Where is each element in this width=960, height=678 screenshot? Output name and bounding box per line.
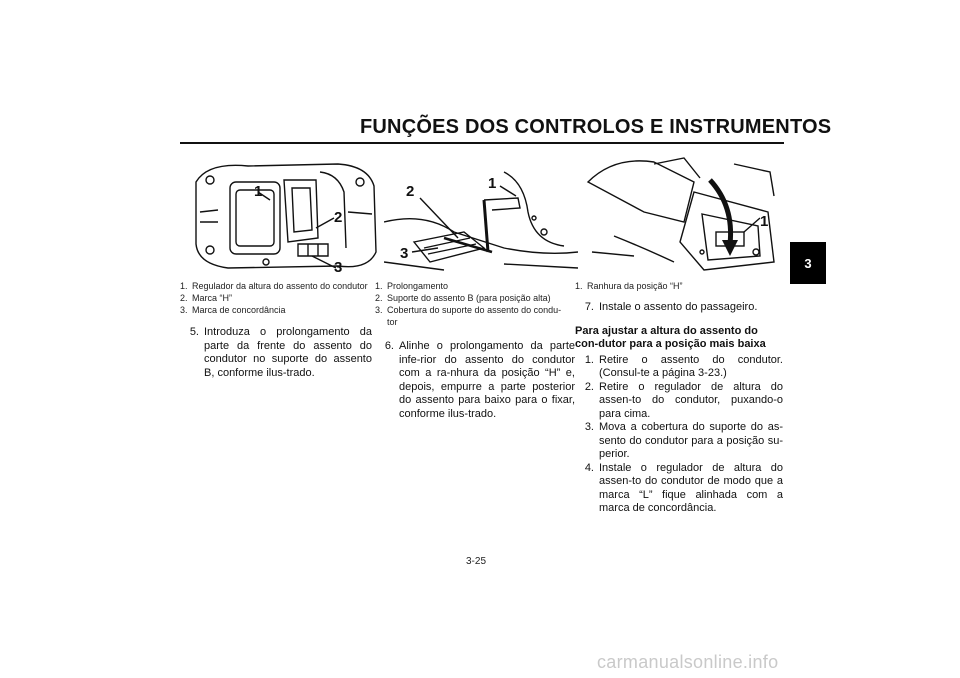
figure-1-callout-1: 1 <box>254 183 263 200</box>
figure-2-caption <box>375 280 571 328</box>
figure-1-drawing <box>188 152 382 276</box>
figure-1-caption <box>180 280 380 316</box>
figure-3-h-position-slot <box>584 152 778 276</box>
watermark-link[interactable]: carmanualsonline.info <box>597 652 779 672</box>
caption-item: 2. Suporte do assento B (para posição alta) <box>375 293 551 303</box>
caption-item: 3. Cobertura do suporte do assento do condu-tor <box>375 305 562 327</box>
step-7: 7. Instale o assento do passageiro. <box>584 301 758 313</box>
step-5: 5. Introduza o prolongamento da parte da frente do assento do condutor no suporte do assento B, conforme ilus-trado. <box>189 326 372 379</box>
caption-item: 1. Prolongamento <box>375 281 449 291</box>
figure-2-drawing <box>384 152 578 276</box>
caption-item: 2. Marca “H” <box>180 293 232 303</box>
page-title: FUNÇÕES DOS CONTROLOS E INSTRUMENTOS <box>360 116 832 138</box>
figure-2-callout-1: 1 <box>488 175 497 192</box>
caption-item: 1. Regulador da altura do assento do condutor <box>180 281 368 291</box>
section-subheading: Para ajustar a altura do assento do con-dutor para a posição mais baixa <box>575 324 766 350</box>
column-1-text <box>180 326 372 380</box>
lower-step-3: 3. Mova a cobertura do suporte do as-sento do condutor para a posição su-perior. <box>584 421 783 460</box>
caption-item: 3. Marca de concordância <box>180 305 286 315</box>
caption-item: 1. Ranhura da posição “H” <box>575 281 683 291</box>
figure-2-seat-bracket <box>384 152 578 276</box>
column-2-text <box>375 340 575 421</box>
lower-step-2: 2. Retire o regulador de altura do assen-to do condutor, puxando-o para cima. <box>584 380 783 420</box>
title-rule <box>180 142 784 144</box>
chapter-tab: 3 <box>790 242 826 284</box>
figure-3-caption <box>575 280 775 292</box>
figure-2-callout-2: 2 <box>406 183 415 200</box>
figure-3-drawing <box>584 152 778 276</box>
figure-3-callout-1: 1 <box>760 213 769 230</box>
lower-step-4: 4. Instale o regulador de altura do assen-to do condutor de modo que a marca “L” fique alinhada com a marca de concordância. <box>584 461 783 514</box>
step-6: 6. Alinhe o prolongamento da parte infe-rior do assento do condutor com a ra-nhura da posição “H” e, depois, empurre a parte posterior do assento para baixo para o fixar, conforme ilus-trado. <box>384 340 575 420</box>
column-3-text <box>575 301 783 516</box>
lower-step-1: 1. Retire o assento do condutor. (Consul-te a página 3-23.) <box>584 353 783 379</box>
page-number: 3-25 <box>466 556 487 567</box>
figure-2-callout-3: 3 <box>400 245 409 262</box>
figure-1-callout-3: 3 <box>334 259 343 276</box>
figure-1-seat-height-adjuster <box>188 152 382 276</box>
figure-1-callout-2: 2 <box>334 209 343 226</box>
